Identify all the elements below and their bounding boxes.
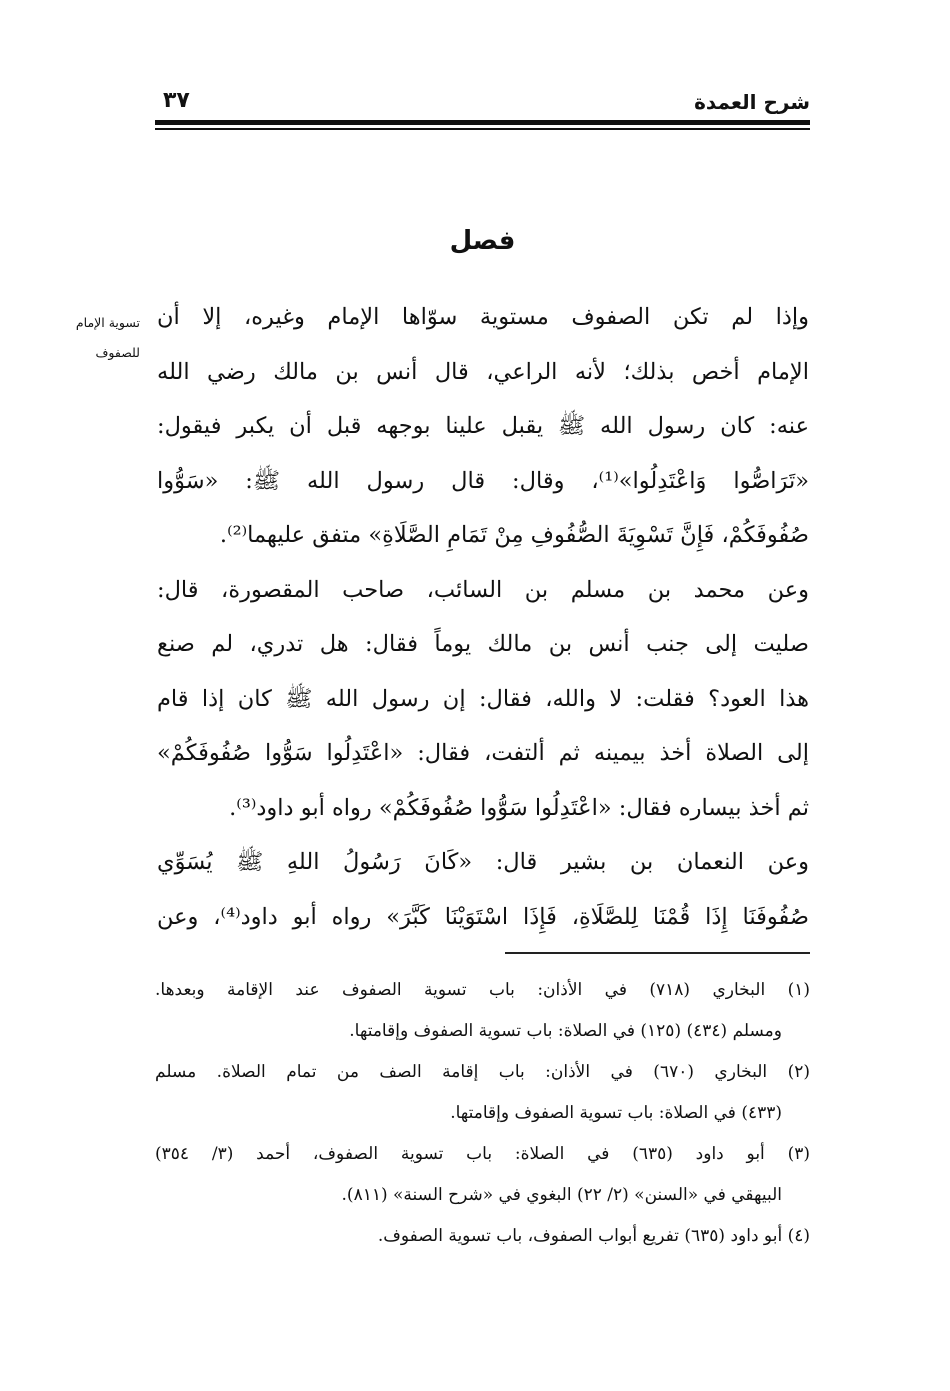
body-line: عنه: كان رسول الله ﷺ يقبل علينا بوجهه قبل أن يكبر فيقول:: [157, 413, 809, 439]
body-text: [157, 290, 809, 944]
body-line: صُفُوفَكُمْ، فَإِنَّ تَسْوِيَةَ الصُّفُوفِ مِنْ تَمَامِ الصَّلَاةِ» متفق عليهما⁽²⁾.: [219, 522, 809, 548]
body-line: صليت إلى جنب أنس بن مالك يوماً فقال: هل تدري، لم صنع: [157, 631, 809, 657]
header-rule-thick: [155, 120, 810, 125]
body-line: وعن النعمان بن بشير قال: «كَانَ رَسُولُ اللهِ ﷺ يُسَوِّي: [157, 849, 809, 875]
running-title: شرح العمدة: [694, 90, 810, 114]
body-line: وعن محمد بن مسلم بن السائب، صاحب المقصورة، قال:: [157, 576, 809, 603]
margin-note-line: للصفوف: [95, 345, 140, 360]
page-header: [155, 88, 810, 134]
footnote-line: البيهقي في «السنن» (٢/ ٢٢) البغوي في «شرح السنة» (٨١١).: [341, 1185, 782, 1205]
footnote-line: (٤) أبو داود (٦٣٥) تفريع أبواب الصفوف، باب تسوية الصفوف.: [377, 1226, 810, 1246]
header-rule-thin: [155, 128, 810, 130]
footnote-line: (٤٣٣) في الصلاة: باب تسوية الصفوف وإقامتها.: [450, 1103, 782, 1123]
footnote-line: (٣) أبو داود (٦٣٥) في الصلاة: باب تسوية الصفوف، أحمد (٣/ ٣٥٤): [155, 1144, 810, 1164]
body-line: صُفُوفَنَا إِذَا قُمْنَا لِلصَّلَاةِ، فَإِذَا اسْتَوَيْنَا كَبَّرَ» رواه أبو داود⁽⁴⁾، وعن: [157, 903, 809, 930]
body-line: الإمام أخص بذلك؛ لأنه الراعي، قال أنس بن مالك رضي الله: [157, 358, 809, 385]
section-heading: فصل: [449, 226, 516, 256]
body-line: ثم أخذ بيساره فقال: «اعْتَدِلُوا سَوُّوا صُفُوفَكُمْ» رواه أبو داود⁽³⁾.: [229, 794, 809, 821]
margin-note-line: تسوية الإمام: [75, 315, 140, 330]
footnotes: [155, 970, 810, 1257]
footnote-separator: [505, 952, 810, 954]
footnote-line: (١) البخاري (٧١٨) في الأذان: باب تسوية الصفوف عند الإقامة وبعدها.: [155, 980, 810, 1000]
body-line: هذا العود؟ فقلت: لا والله، فقال: إن رسول الله ﷺ كان إذا قام: [157, 685, 809, 712]
footnote-line: (٢) البخاري (٦٧٠) في الأذان: باب إقامة الصف من تمام الصلاة. مسلم: [155, 1062, 810, 1082]
footnote-line: ومسلم (٤٣٤) (١٢٥) في الصلاة: باب تسوية الصفوف وإقامتها.: [349, 1021, 782, 1041]
body-line: إلى الصلاة أخذ بيمينه ثم ألتفت، فقال: «اعْتَدِلُوا سَوُّوا صُفُوفَكُمْ»: [157, 740, 809, 766]
body-line: وإذا لم تكن الصفوف مستوية سوّاها الإمام وغيره، إلا أن: [157, 304, 809, 330]
page-number: ٣٧: [163, 88, 190, 113]
body-line: «تَرَاصُّوا وَاعْتَدِلُوا»⁽¹⁾، وقال: قال رسول الله ﷺ: «سَوُّوا: [157, 467, 809, 494]
margin-note: [40, 308, 140, 368]
